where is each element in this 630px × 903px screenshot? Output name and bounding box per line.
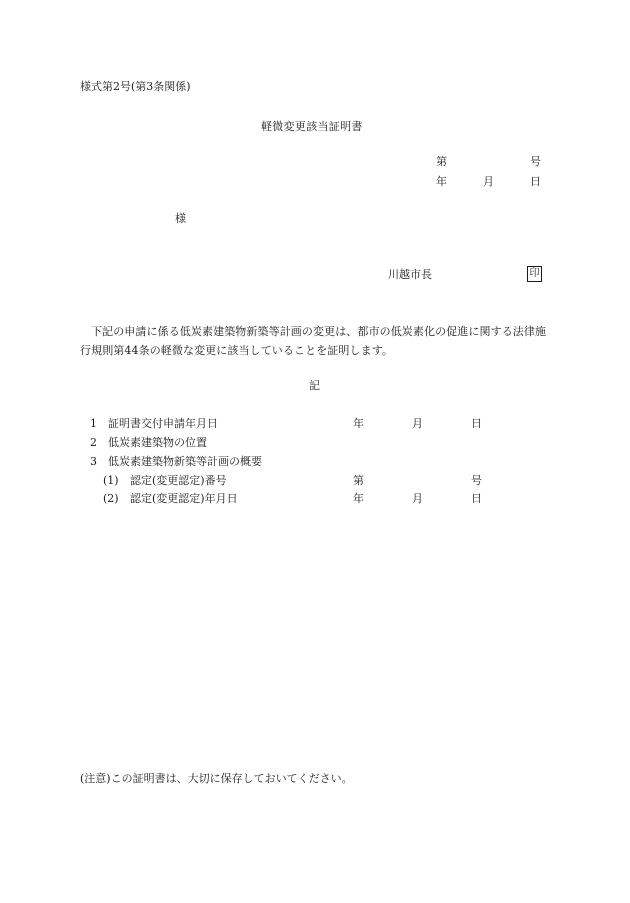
subitem-year: 年 <box>353 492 364 505</box>
list-item <box>0 436 630 449</box>
certification-statement: 下記の申請に係る低炭素建築物新築等計画の変更は、都市の低炭素化の促進に関する法律施行規則第44条の軽微な変更に該当していることを証明します。 <box>80 325 547 357</box>
subitem-number: (1) <box>103 474 119 487</box>
item-day: 日 <box>471 417 482 430</box>
subitem-label: 認定(変更認定)年月日 <box>130 492 238 505</box>
subitem-number: (2) <box>103 492 119 505</box>
item-number: 3 <box>90 455 97 468</box>
ki-heading: 記 <box>309 379 320 392</box>
sub-list-item <box>0 474 630 487</box>
subitem-month: 月 <box>412 492 423 505</box>
item-month: 月 <box>412 417 423 430</box>
sub-list-item <box>0 492 630 505</box>
cert-date-day: 日 <box>530 175 541 188</box>
item-label: 証明書交付申請年月日 <box>108 417 218 430</box>
cert-number-prefix: 第 <box>436 155 447 168</box>
subitem-label: 認定(変更認定)番号 <box>130 474 227 487</box>
item-number: 2 <box>90 436 97 449</box>
form-label: 様式第2号(第3条関係) <box>80 80 191 93</box>
note-text: (注意)この証明書は、大切に保存しておいてください。 <box>80 772 353 785</box>
cert-date-month: 月 <box>483 175 494 188</box>
subitem-day: 日 <box>471 492 482 505</box>
seal-stamp-box: 印 <box>527 266 542 282</box>
cert-number-suffix: 号 <box>530 155 541 168</box>
item-label: 低炭素建築物新築等計画の概要 <box>108 455 262 468</box>
item-year: 年 <box>353 417 364 430</box>
issuer-name: 川越市長 <box>388 268 432 281</box>
item-label: 低炭素建築物の位置 <box>108 436 207 449</box>
item-number: 1 <box>90 417 97 430</box>
subitem-number-suffix: 号 <box>471 474 482 487</box>
list-item <box>0 417 630 430</box>
cert-date-year: 年 <box>436 175 447 188</box>
document-title: 軽微変更該当証明書 <box>261 120 363 133</box>
addressee-suffix: 様 <box>175 212 186 225</box>
subitem-number-prefix: 第 <box>353 474 364 487</box>
list-item <box>0 455 630 468</box>
